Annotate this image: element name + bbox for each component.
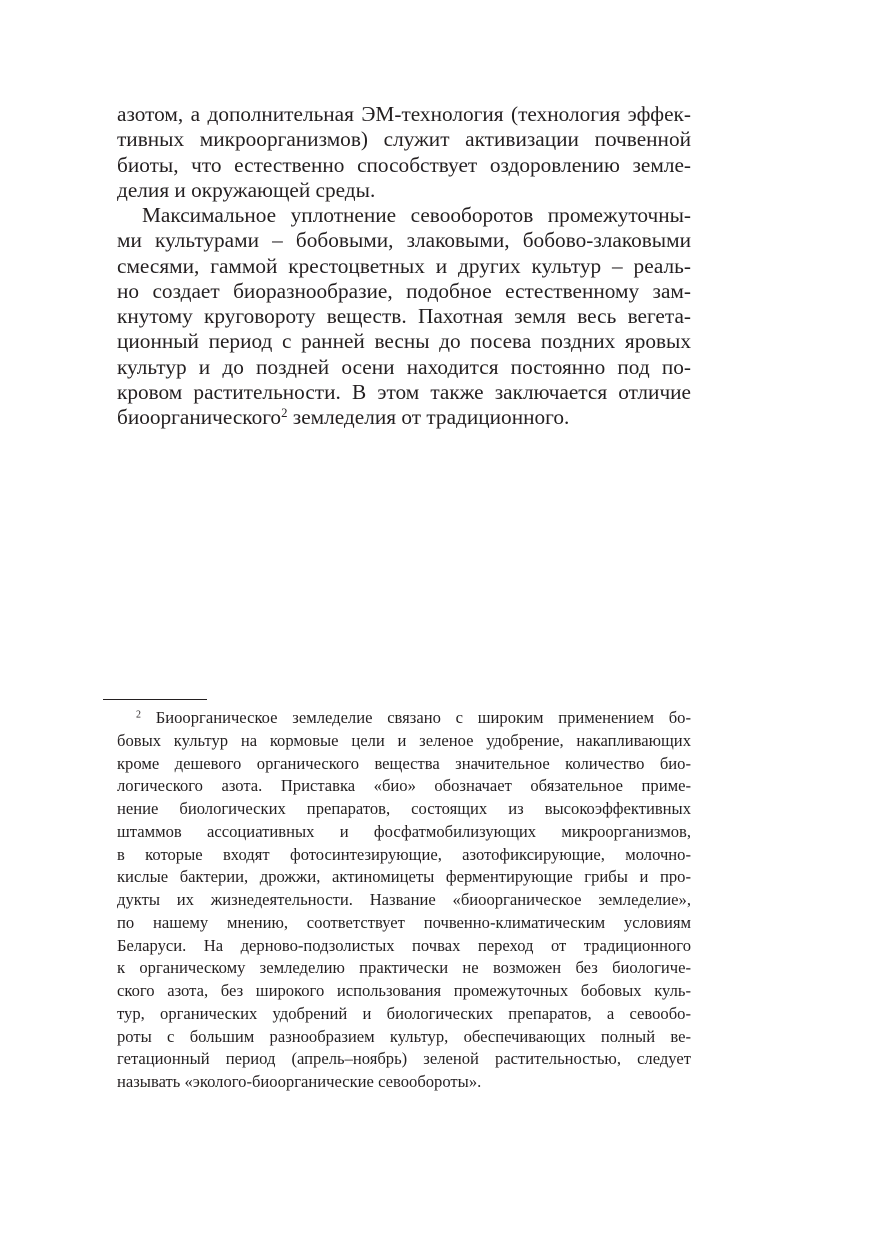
text-fragment: Биоорганическое земледелие связано с широким применением бо- xyxy=(140,708,691,727)
footnote-number: 2 xyxy=(136,709,141,721)
footnote-line: в которые входят фотосинтезирующие, азотофиксирующие, молочно- xyxy=(117,844,691,864)
text-line: ционный период с ранней весны до посева поздних яровых xyxy=(117,329,691,354)
text-line xyxy=(117,405,691,430)
footnote-line: к органическому земледелию практически не возможен без биологиче- xyxy=(117,958,691,978)
text-line: биоты, что естественно способствует оздоровлению земле- xyxy=(117,152,691,177)
text-line: делия и окружающей среды. xyxy=(117,177,376,202)
footnote-line: логического азота. Приставка «био» обозначает обязательное приме- xyxy=(117,776,691,796)
footnote-line: называть «эколого-биоорганические севообороты». xyxy=(117,1072,482,1091)
footnote-line xyxy=(117,707,691,730)
footnote-line: дукты их жизнедеятельности. Название «биоорганическое земледелие», xyxy=(117,890,691,909)
footnote-line: штаммов ассоциативных и фосфатмобилизующих микроорганизмов, xyxy=(117,821,691,841)
footnote-line: роты с большим разнообразием культур, обеспечивающих полный ве- xyxy=(117,1026,691,1046)
footnote-line: гетационный период (апрель–ноябрь) зеленой растительностью, следует xyxy=(117,1049,691,1069)
footnote-line: бовых культур на кормовые цели и зеленое удобрение, накапливающих xyxy=(117,730,691,750)
footnote-separator xyxy=(103,699,207,700)
text-line: кровом растительности. В этом также заключается отличие xyxy=(117,379,691,404)
footnote-reference[interactable]: 2 xyxy=(281,405,288,420)
footnote-line: ского азота, без широкого использования промежуточных бобовых куль- xyxy=(117,981,691,1000)
text-line: смесями, гаммой крестоцветных и других культур – реаль- xyxy=(117,253,691,278)
footnote-line: нение биологических препаратов, состоящих из высокоэффективных xyxy=(117,799,691,818)
paragraph-2 xyxy=(117,203,691,430)
text-line: но создает биоразнообразие, подобное естественному зам- xyxy=(117,278,691,303)
text-fragment: земледелия от традиционного. xyxy=(287,405,570,429)
footnote xyxy=(117,707,691,1094)
footnote-line: кислые бактерии, дрожжи, актиномицеты ферментирующие грибы и про- xyxy=(117,867,691,887)
text-line: азотом, а дополнительная ЭМ-технология (технология эффек- xyxy=(117,102,691,126)
text-line: ми культурами – бобовыми, злаковыми, бобово-злаковыми xyxy=(117,228,691,253)
footnote-body xyxy=(117,730,691,1071)
footnote-line: Беларуси. На дерново-подзолистых почвах переход от традиционного xyxy=(117,935,691,955)
paragraph-1 xyxy=(117,102,691,203)
text-line: тивных микроорганизмов) служит активизации почвенной xyxy=(117,127,691,152)
footnote-line: кроме дешевого органического вещества значительное количество био- xyxy=(117,753,691,773)
text-line: Максимальное уплотнение севооборотов промежуточны- xyxy=(142,203,691,227)
footnote-line: по нашему мнению, соответствует почвенно-климатическим условиям xyxy=(117,912,691,932)
footnote-line: тур, органических удобрений и биологических препаратов, а севообо- xyxy=(117,1003,691,1023)
text-fragment: биоорганического xyxy=(117,405,282,429)
text-line: культур и до поздней осени находится постоянно под по- xyxy=(117,354,691,379)
text-line: кнутому круговороту веществ. Пахотная земля весь вегета- xyxy=(117,304,691,328)
body-text xyxy=(117,102,691,430)
